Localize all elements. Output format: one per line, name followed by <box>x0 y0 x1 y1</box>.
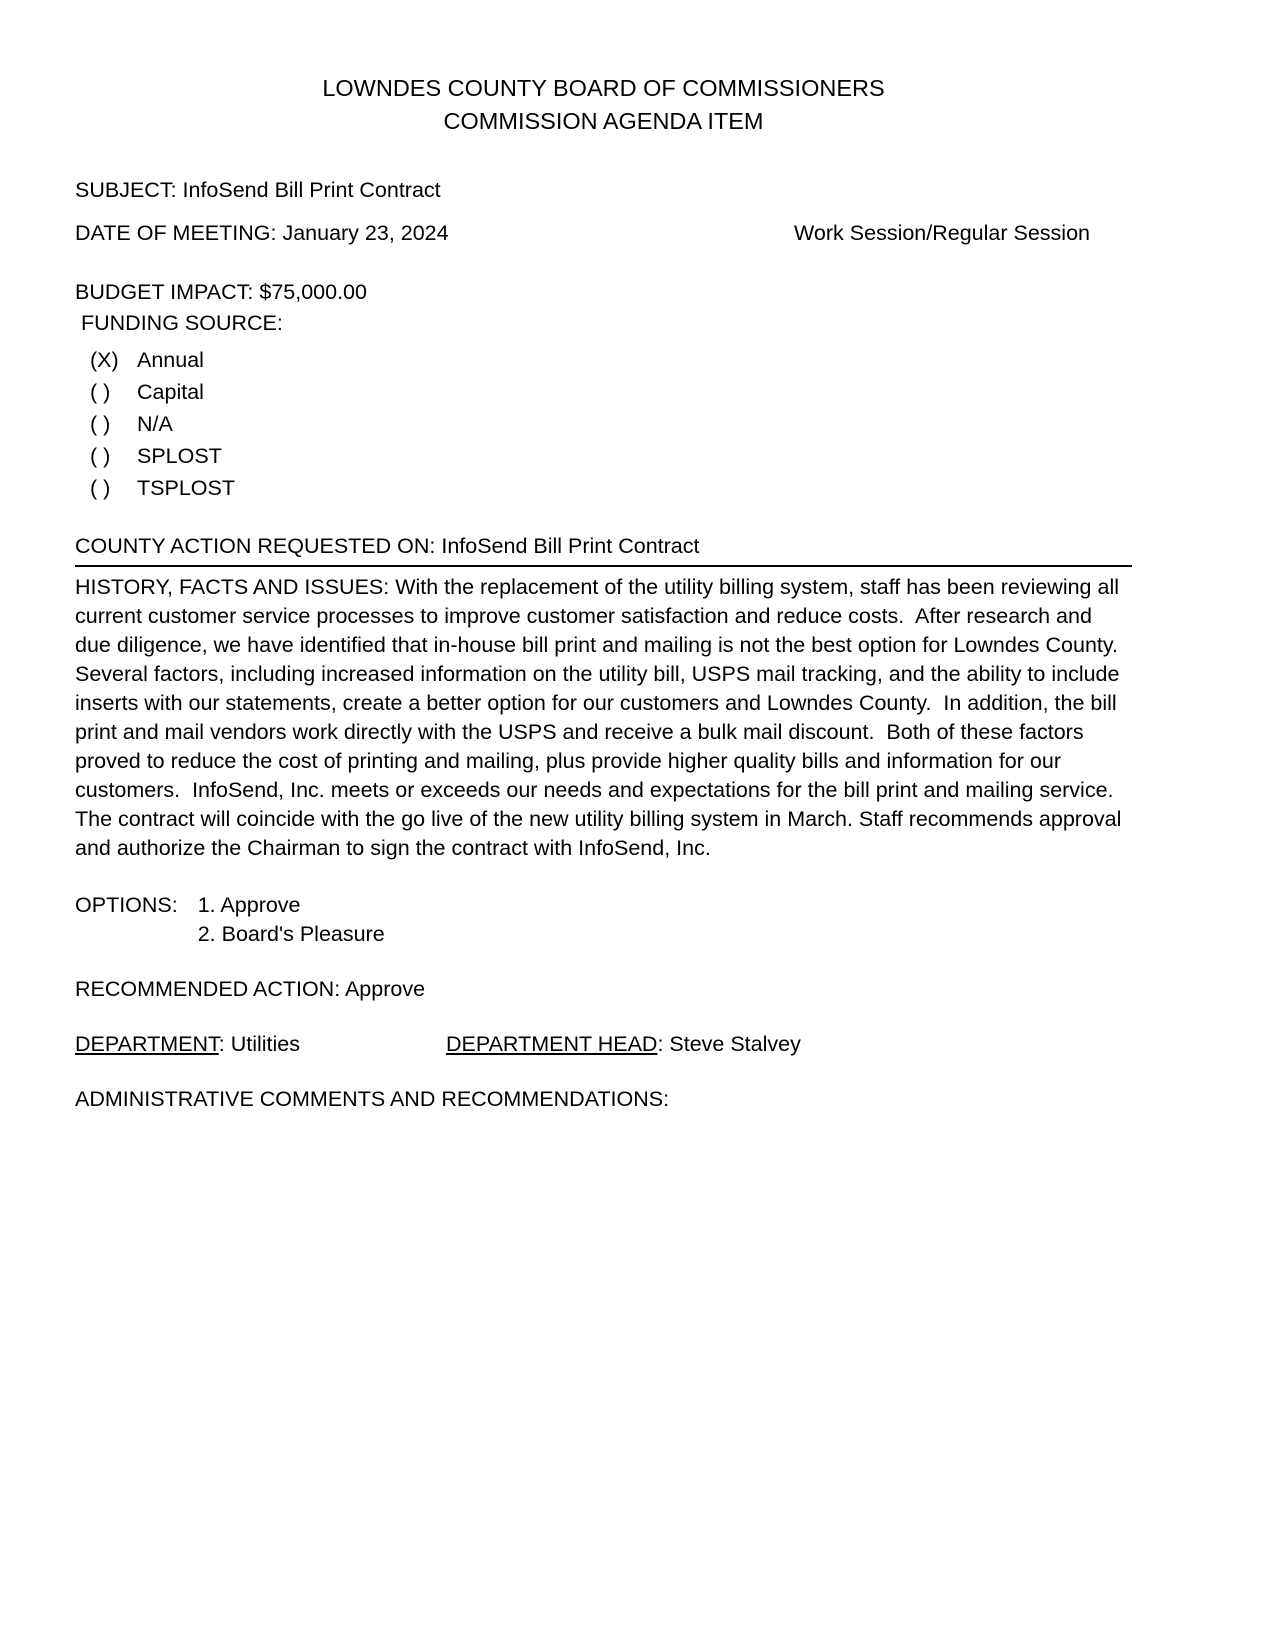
options-block <box>75 891 1132 949</box>
funding-source-label: FUNDING SOURCE: <box>81 311 283 335</box>
department-value: : Utilities <box>218 1032 300 1056</box>
history-facts-issues: HISTORY, FACTS AND ISSUES: With the replacement of the utility billing system, staff has been reviewing all current customer service processes to improve customer satisfaction and reduce costs. After research and due diligence, we have identified that in-house bill print and mailing is not the best option for Lowndes County. Several factors, including increased information on the utility bill, USPS mail tracking, and the ability to include inserts with our statements, create a better option for our customers and Lowndes County. In addition, the bill print and mail vendors work directly with the USPS and receive a bulk mail discount. Both of these factors proved to reduce the cost of printing and mailing, plus provide higher quality bills and information for our customers. InfoSend, Inc. meets or exceeds our needs and expectations for the bill print and mailing service. The contract will coincide with the go live of the new utility billing system in March. Staff recommends approval and authorize the Chairman to sign the contract with InfoSend, Inc. <box>75 575 1130 860</box>
funding-option-label: SPLOST <box>137 444 222 468</box>
funding-option-label: N/A <box>137 412 173 436</box>
funding-option-capital <box>75 376 1132 408</box>
option-approve: 1. Approve <box>197 893 301 917</box>
funding-option-splost <box>75 440 1132 472</box>
checkbox-mark: ( ) <box>90 476 111 500</box>
funding-option-label: TSPLOST <box>137 476 235 500</box>
department-head-label: DEPARTMENT HEAD <box>445 1032 658 1056</box>
document-title <box>75 72 1132 138</box>
department-group <box>75 1030 440 1059</box>
title-line-1: LOWNDES COUNTY BOARD OF COMMISSIONERS <box>322 75 885 101</box>
budget-impact: BUDGET IMPACT: $75,000.00 <box>75 280 367 304</box>
option-boards-pleasure: 2. Board's Pleasure <box>197 922 385 946</box>
department-head-group <box>446 1032 801 1056</box>
funding-option-tsplost <box>75 472 1132 504</box>
funding-option-label: Annual <box>137 348 204 372</box>
department-head-value: : Steve Stalvey <box>657 1032 801 1056</box>
funding-option-annual <box>75 344 1132 376</box>
department-label: DEPARTMENT <box>75 1032 219 1056</box>
title-line-2: COMMISSION AGENDA ITEM <box>443 108 764 134</box>
options-label: OPTIONS: <box>75 893 184 917</box>
funding-option-na <box>75 408 1132 440</box>
county-action-requested: COUNTY ACTION REQUESTED ON: InfoSend Bill Print Contract <box>75 532 1132 567</box>
department-row <box>75 1030 1132 1059</box>
checkbox-mark: (X) <box>90 348 119 372</box>
date-of-meeting: DATE OF MEETING: January 23, 2024 <box>75 221 449 245</box>
funding-option-label: Capital <box>137 380 204 404</box>
recommended-action: RECOMMENDED ACTION: Approve <box>75 977 426 1001</box>
funding-source-list <box>75 344 1132 504</box>
subject-line: SUBJECT: InfoSend Bill Print Contract <box>75 178 441 202</box>
checkbox-mark: ( ) <box>90 380 111 404</box>
options-items <box>198 891 385 949</box>
checkbox-mark: ( ) <box>90 444 111 468</box>
checkbox-mark: ( ) <box>90 412 111 436</box>
date-row <box>75 219 1132 248</box>
administrative-comments: ADMINISTRATIVE COMMENTS AND RECOMMENDATIONS: <box>75 1087 670 1111</box>
session-type: Work Session/Regular Session <box>794 221 1090 245</box>
